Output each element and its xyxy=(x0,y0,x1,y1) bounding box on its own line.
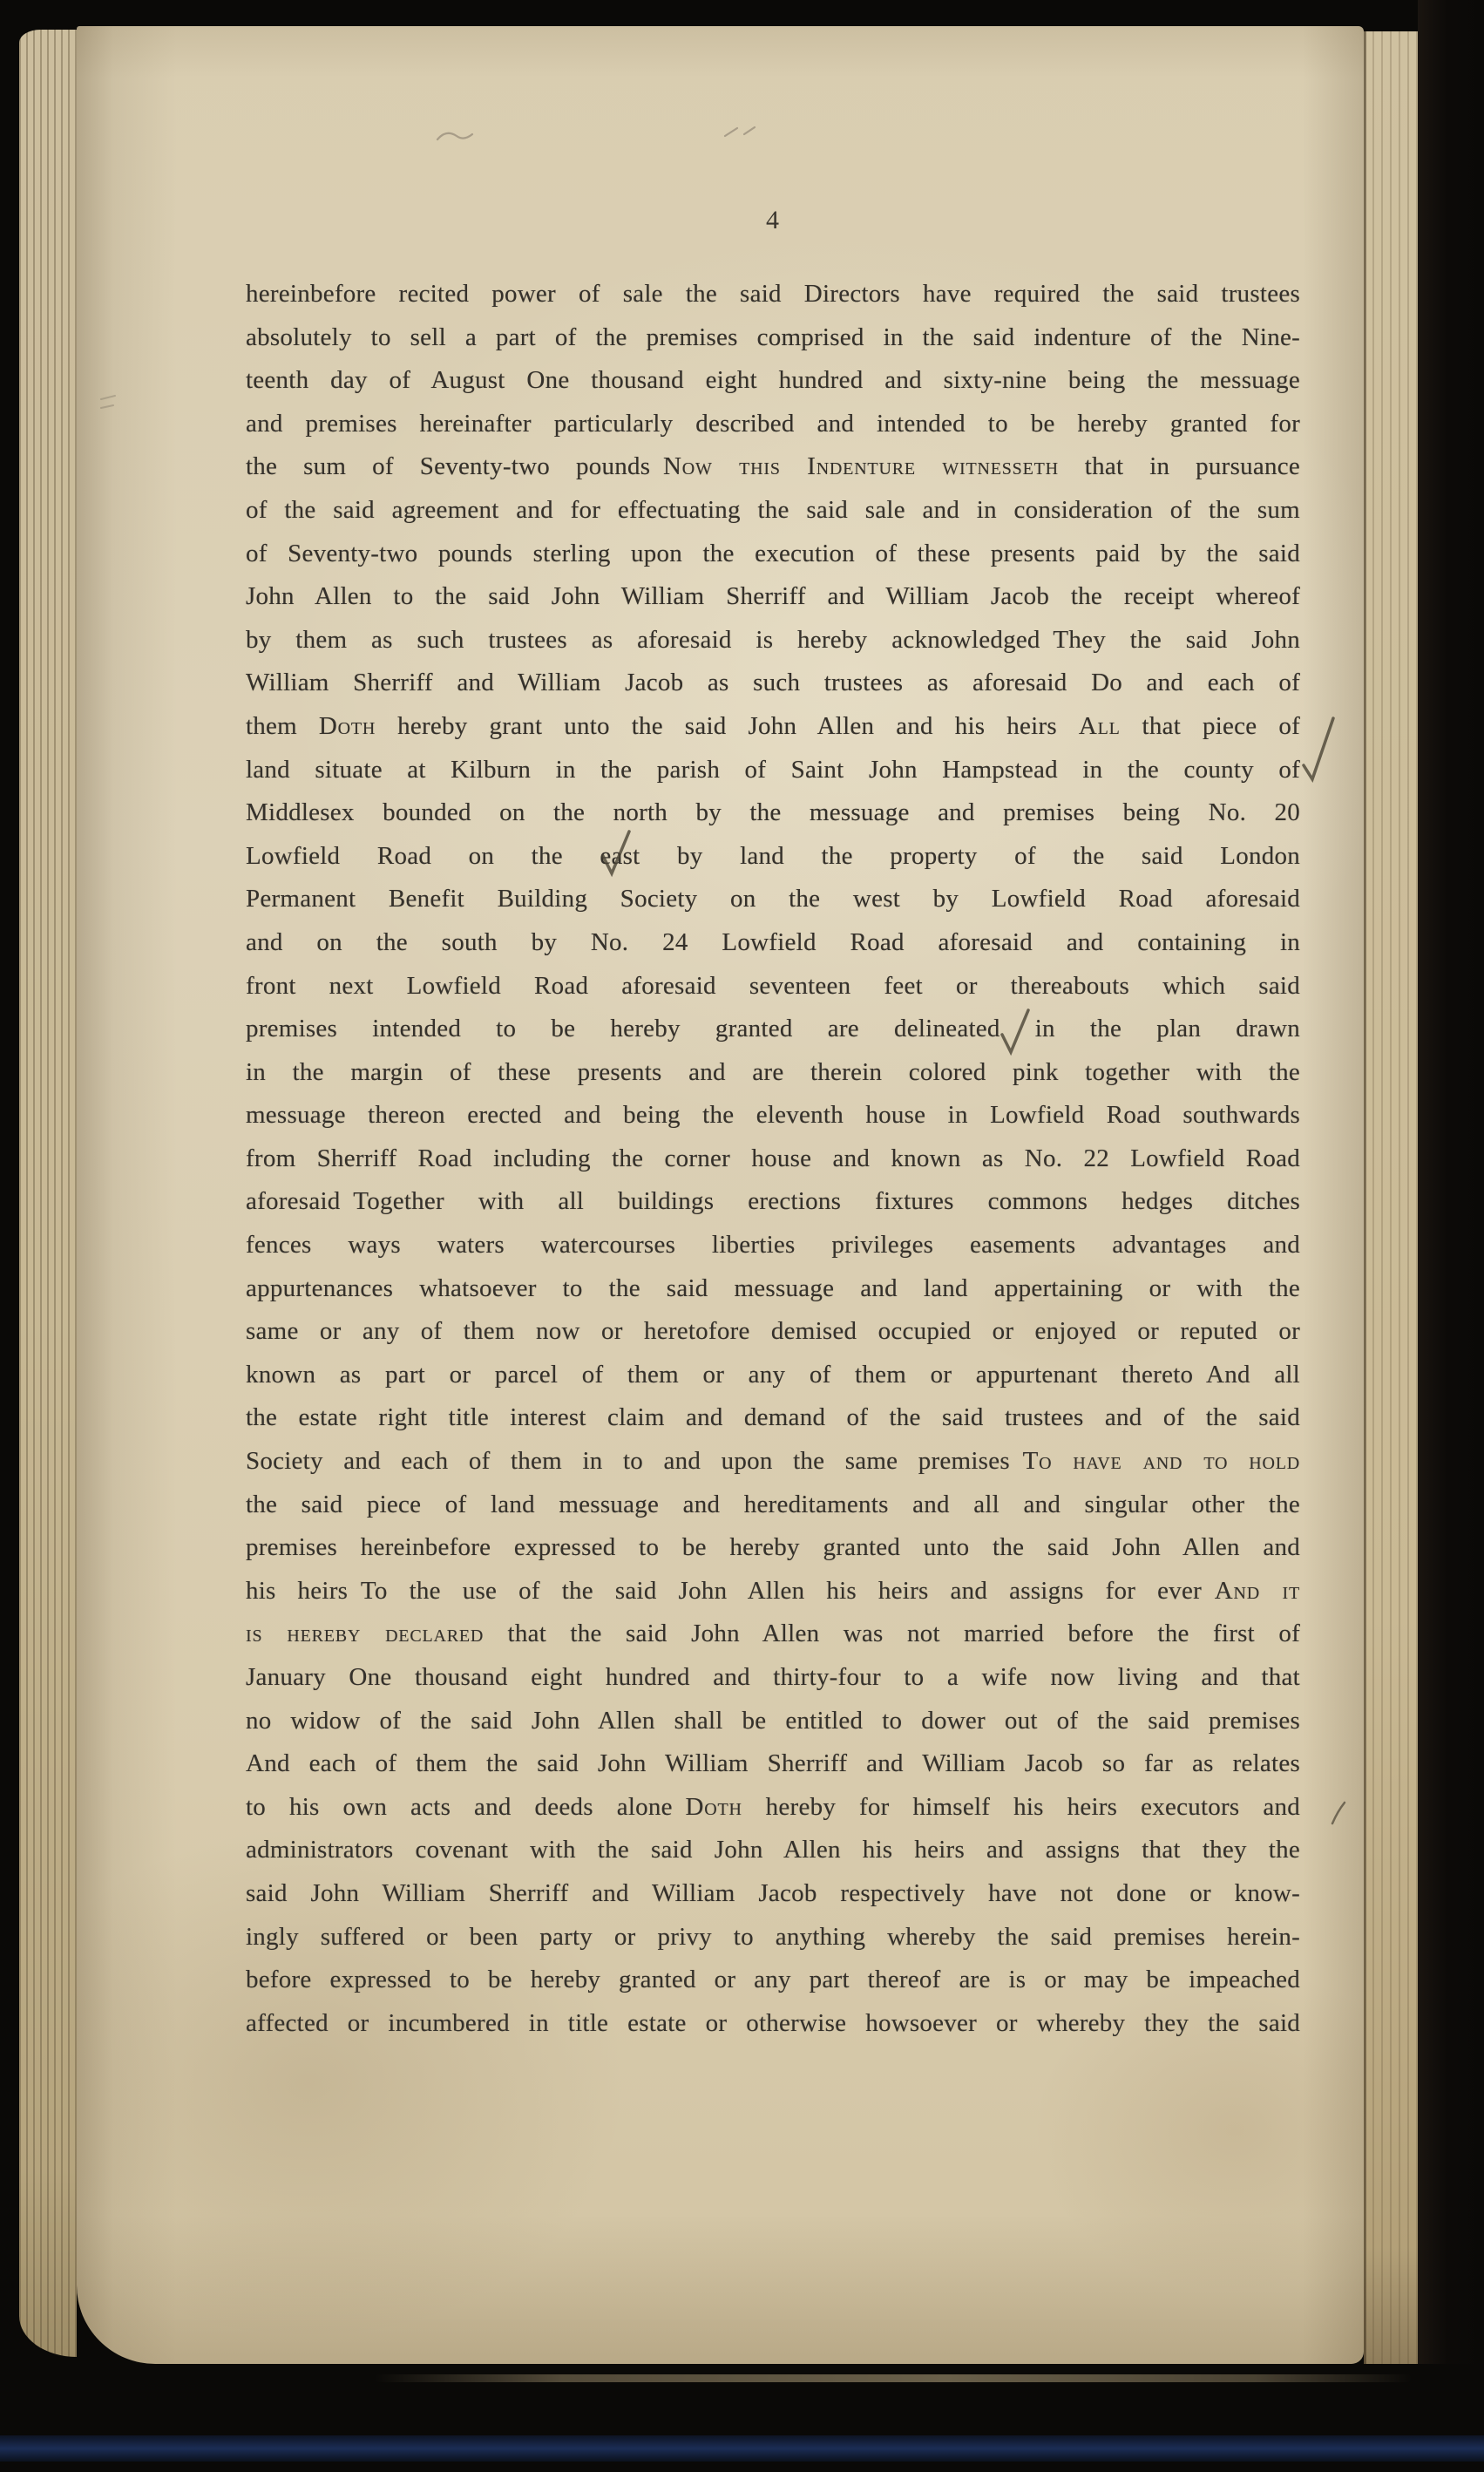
text-line: from Sherriff Road including the corner house and known as No. 22 Lowfield Road xyxy=(246,1144,1300,1172)
page-number: 4 xyxy=(766,206,780,234)
text-line: January One thousand eight hundred and thirty-four to a wife now living and that xyxy=(246,1663,1300,1691)
text-line: same or any of them now or heretofore demised occupied or enjoyed or reputed or xyxy=(246,1317,1300,1346)
text-line: William Sherriff and William Jacob as such trustees as aforesaid Do and each of xyxy=(246,669,1300,697)
paper-page xyxy=(77,26,1364,2364)
text-line: in the margin of these presents and are therein colored pink together with the xyxy=(246,1057,1300,1086)
text-line: Lowfield Road on the east by land the property of the said London xyxy=(246,841,1300,870)
pencil-scribble xyxy=(437,133,472,139)
text-line: the said piece of land messuage and hereditaments and all and singular other the xyxy=(246,1490,1300,1518)
text-line: premises hereinbefore expressed to be hereby granted unto the said John Allen and xyxy=(246,1533,1300,1562)
text-line: is hereby declared that the said John Allen was not married before the first of xyxy=(246,1620,1300,1648)
text-line: And each of them the said John William Sherriff and William Jacob so far as relates xyxy=(246,1749,1300,1778)
book-edge-left xyxy=(0,0,19,2472)
pen-margin-stroke xyxy=(1332,1803,1345,1823)
text-line: Permanent Benefit Building Society on the west by Lowfield Road aforesaid xyxy=(246,885,1300,913)
bottom-page-edge-sliver xyxy=(375,2374,1412,2382)
text-line: the sum of Seventy-two pounds Now this Indenture witnesseth that in pursuance xyxy=(246,452,1300,481)
text-line: messuage thereon erected and being the eleventh house in Lowfield Road southwards xyxy=(246,1101,1300,1130)
text-line: the estate right title interest claim and demand of the said trustees and of the said xyxy=(246,1403,1300,1432)
text-line: John Allen to the said John William Sherriff and William Jacob the receipt whereof xyxy=(246,582,1300,611)
text-line: aforesaid Together with all buildings erections fixtures commons hedges ditches xyxy=(246,1187,1300,1216)
text-line: administrators covenant with the said John Allen his heirs and assigns that they the xyxy=(246,1836,1300,1864)
pen-check-mark xyxy=(1304,718,1333,779)
next-leaf-edge xyxy=(1364,31,1418,2364)
text-line: Society and each of them in to and upon the same premises To have and to hold xyxy=(246,1447,1300,1476)
text-line: appurtenances whatsoever to the said messuage and land appertaining or with the xyxy=(246,1273,1300,1302)
text-line: land situate at Kilburn in the parish of Saint John Hampstead in the county of xyxy=(246,755,1300,784)
text-line: hereinbefore recited power of sale the said Directors have required the said trustees xyxy=(246,280,1300,308)
text-line: ingly suffered or been party or privy to anything whereby the said premises herein- xyxy=(246,1922,1300,1951)
text-block xyxy=(246,273,1300,2045)
text-line: and premises hereinafter particularly described and intended to be hereby granted for xyxy=(246,409,1300,438)
text-line: and on the south by No. 24 Lowfield Road aforesaid and containing in xyxy=(246,927,1300,956)
text-line: teenth day of August One thousand eight hundred and sixty-nine being the messuage xyxy=(246,366,1300,395)
text-line: by them as such trustees as aforesaid is hereby acknowledged They the said John xyxy=(246,625,1300,654)
book-page-stack-left xyxy=(19,30,77,2357)
binding-blue-strip xyxy=(0,2435,1484,2462)
text-line: of the said agreement and for effectuating the said sale and in consideration of the sum xyxy=(246,495,1300,524)
text-line: Middlesex bounded on the north by the messuage and premises being No. 20 xyxy=(246,798,1300,827)
text-line: absolutely to sell a part of the premises comprised in the said indenture of the Nine- xyxy=(246,323,1300,351)
text-line: of Seventy-two pounds sterling upon the execution of these presents paid by the said xyxy=(246,539,1300,567)
text-line: said John William Sherriff and William Jacob respectively have not done or know- xyxy=(246,1878,1300,1907)
text-line: before expressed to be hereby granted or any part thereof are is or may be impeached xyxy=(246,1966,1300,1994)
text-line: them Doth hereby grant unto the said John Allen and his heirs All that piece of xyxy=(246,711,1300,740)
text-line: premises intended to be hereby granted are delineated in the plan drawn xyxy=(246,1015,1300,1043)
text-line: fences ways waters watercourses liberties privileges easements advantages and xyxy=(246,1231,1300,1260)
pencil-scribble xyxy=(725,127,755,136)
text-line: his heirs To the use of the said John Allen his heirs and assigns for ever And it xyxy=(246,1576,1300,1605)
text-line: front next Lowfield Road aforesaid seventeen feet or thereabouts which said xyxy=(246,971,1300,1000)
text-line: no widow of the said John Allen shall be entitled to dower out of the said premises xyxy=(246,1706,1300,1735)
text-line: to his own acts and deeds alone Doth hereby for himself his heirs executors and xyxy=(246,1792,1300,1821)
text-line: known as part or parcel of them or any of them or appurtenant thereto And all xyxy=(246,1360,1300,1389)
book-edge-top xyxy=(0,0,1484,26)
book-edge-right xyxy=(1418,0,1484,2472)
pencil-dash xyxy=(101,396,115,408)
text-line: affected or incumbered in title estate or otherwise howsoever or whereby they the said xyxy=(246,2008,1300,2037)
